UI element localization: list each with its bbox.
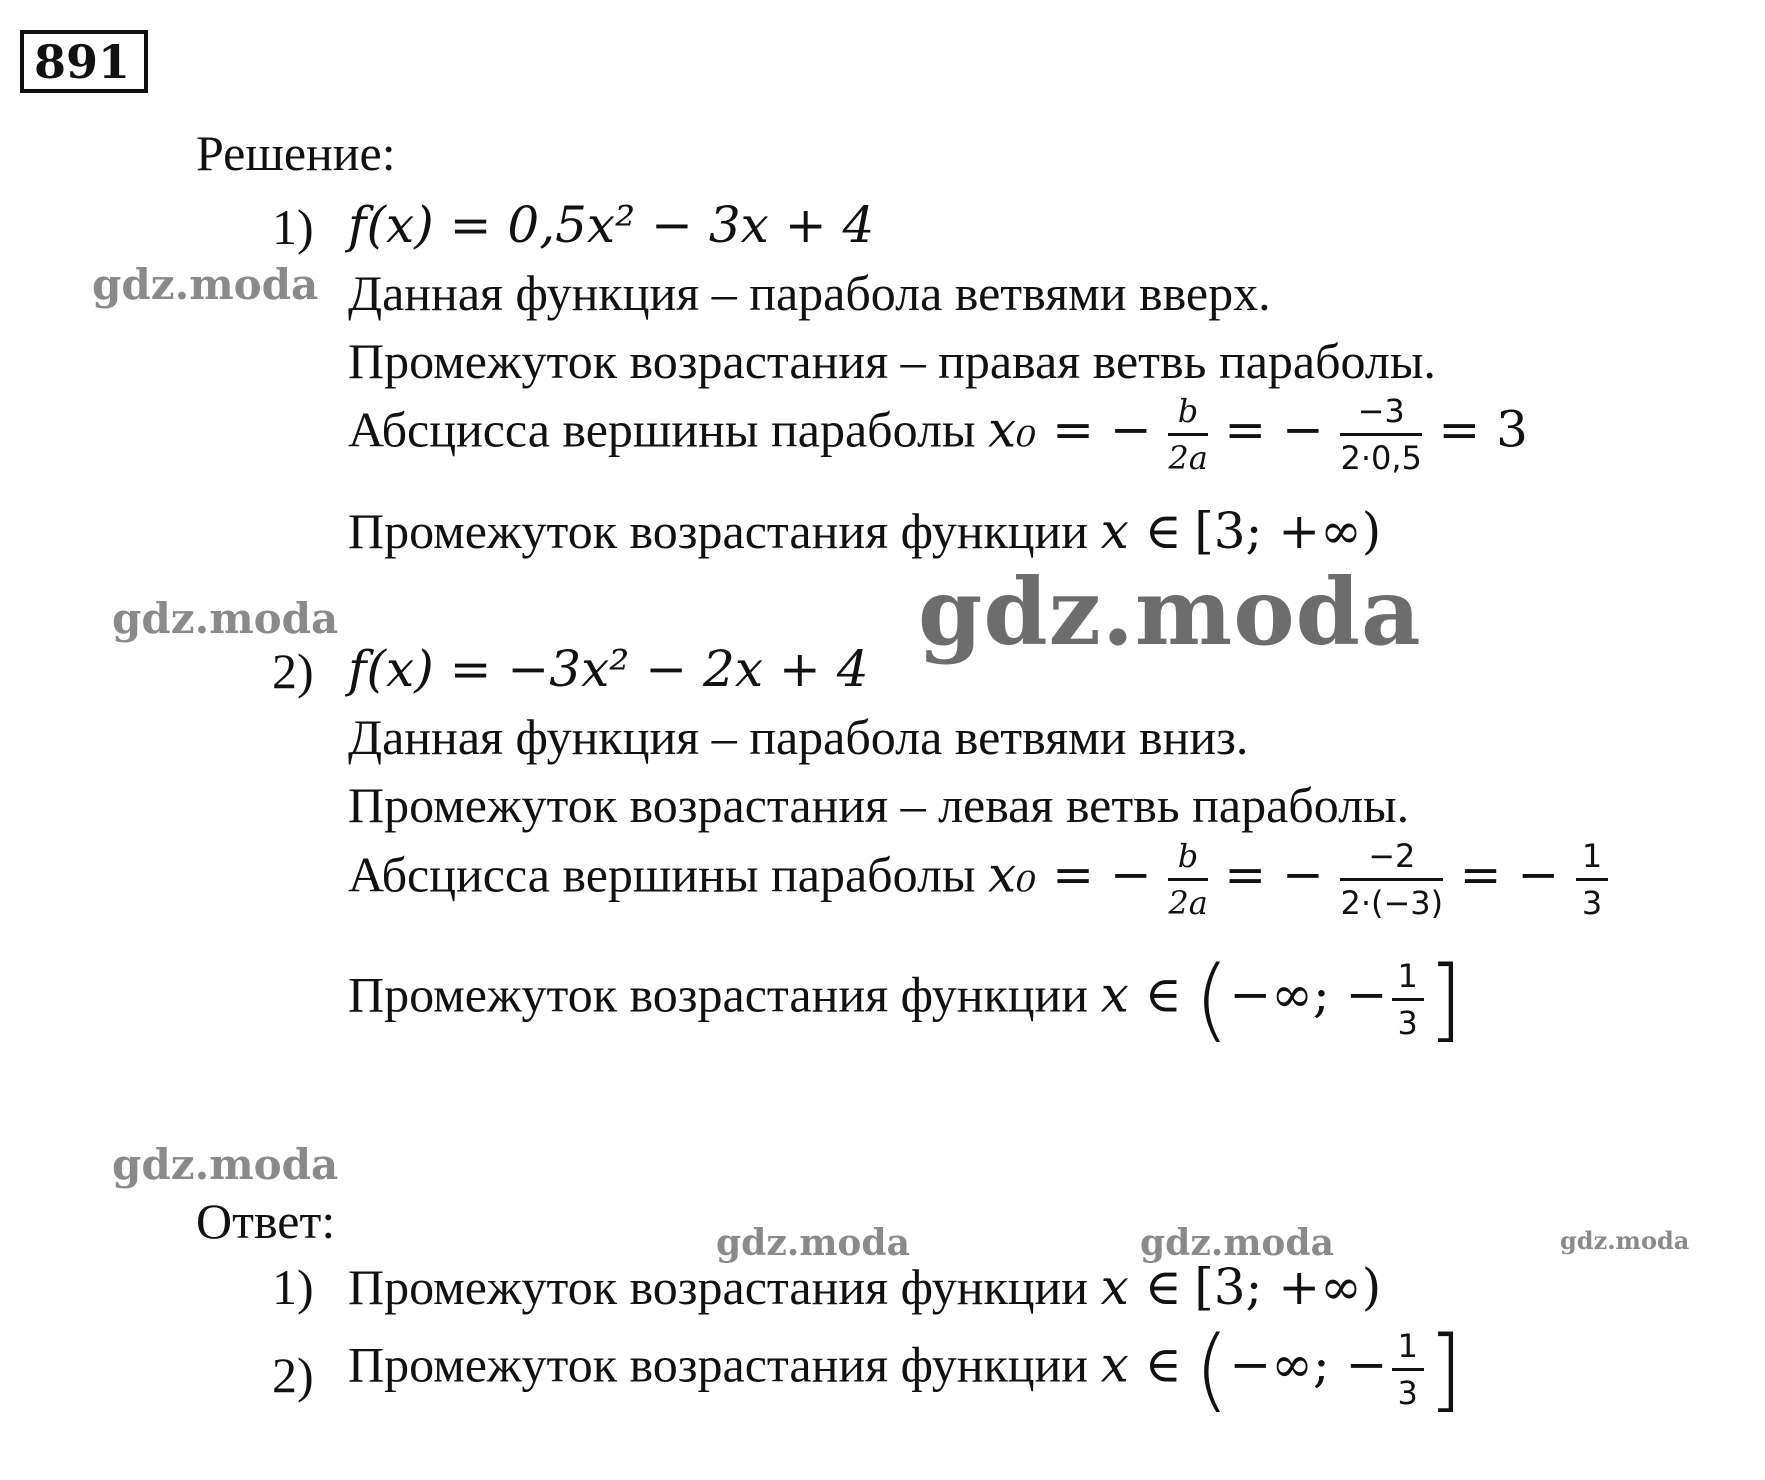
answer2-var: x ∈ bbox=[1100, 1335, 1182, 1394]
answer2-index: 2) bbox=[272, 1347, 314, 1403]
watermark: gdz.moda bbox=[1140, 1222, 1334, 1264]
part2-interval-mid: −∞; − bbox=[1229, 965, 1388, 1024]
answer2-open: ( bbox=[1194, 1317, 1230, 1423]
part2-result: = − bbox=[1459, 845, 1560, 904]
problem-number: 891 bbox=[20, 30, 148, 93]
fraction-numerator: b bbox=[1168, 395, 1207, 436]
part2-function: f(x) = −3x² − 2x + 4 bbox=[348, 640, 869, 698]
watermark: gdz.moda bbox=[112, 1140, 339, 1189]
part2-fraction-one-third bbox=[1576, 837, 1608, 922]
part1-vertex-line bbox=[348, 392, 1528, 477]
answer2-fraction bbox=[1392, 1327, 1424, 1412]
part2-interval-var: x ∈ bbox=[1100, 965, 1182, 1024]
part2-vertex-text: Абсцисса вершины параболы bbox=[348, 846, 976, 903]
fraction-numerator: b bbox=[1168, 840, 1207, 881]
answer1-interval: [3; +∞) bbox=[1194, 1258, 1382, 1316]
part1-vertex-var: x₀ = − bbox=[988, 400, 1152, 459]
fraction-numerator: 1 bbox=[1392, 1330, 1424, 1371]
part2-interval-line bbox=[348, 947, 1463, 1053]
watermark: gdz.moda bbox=[716, 1222, 910, 1264]
fraction-numerator: 1 bbox=[1576, 840, 1608, 881]
answer2-mid: −∞; − bbox=[1229, 1335, 1388, 1394]
fraction-numerator: 1 bbox=[1392, 960, 1424, 1001]
part2-fraction-b-2a bbox=[1168, 837, 1208, 922]
answer1-line bbox=[348, 1258, 1382, 1316]
fraction-denominator: 2a bbox=[1168, 883, 1208, 922]
answer1-index: 1) bbox=[272, 1259, 314, 1315]
part2-interval-close: ] bbox=[1427, 947, 1463, 1053]
answer2-close: ] bbox=[1427, 1317, 1463, 1423]
part2-vertex-var: x₀ = − bbox=[988, 845, 1152, 904]
part1-index: 1) bbox=[272, 199, 314, 255]
part1-result: = 3 bbox=[1438, 400, 1528, 459]
answer-label: Ответ: bbox=[196, 1193, 336, 1249]
part2-index: 2) bbox=[272, 643, 314, 699]
part2-line1: Данная функция – парабола ветвями вниз. bbox=[348, 709, 1249, 765]
watermark: gdz.moda bbox=[92, 260, 319, 309]
answer1-var: x ∈ bbox=[1100, 1258, 1182, 1316]
part1-interval: [3; +∞) bbox=[1194, 502, 1382, 560]
part1-interval-line bbox=[348, 502, 1382, 560]
fraction-numerator: −3 bbox=[1340, 395, 1421, 436]
part1-function: f(x) = 0,5x² − 3x + 4 bbox=[348, 196, 875, 254]
part1-eq-minus: = − bbox=[1224, 400, 1324, 459]
watermark: gdz.moda bbox=[112, 594, 339, 643]
part2-interval-fraction bbox=[1392, 957, 1424, 1042]
fraction-denominator: 2·(−3) bbox=[1340, 883, 1444, 922]
part1-line1: Данная функция – парабола ветвями вверх. bbox=[348, 265, 1271, 321]
part2-line2: Промежуток возрастания – левая ветвь параболы. bbox=[348, 777, 1410, 833]
part1-interval-var: x ∈ bbox=[1100, 502, 1182, 560]
part2-fraction-values bbox=[1340, 837, 1444, 922]
watermark-large: gdz.moda bbox=[918, 558, 1422, 666]
solution-label: Решение: bbox=[196, 125, 396, 181]
fraction-denominator: 2a bbox=[1168, 438, 1208, 477]
part2-interval-text: Промежуток возрастания функции bbox=[348, 966, 1089, 1023]
part2-interval-open: ( bbox=[1194, 947, 1230, 1053]
part1-line2: Промежуток возрастания – правая ветвь параболы. bbox=[348, 333, 1436, 389]
fraction-numerator: −2 bbox=[1340, 840, 1443, 881]
fraction-denominator: 3 bbox=[1397, 1373, 1418, 1412]
answer2-text: Промежуток возрастания функции bbox=[348, 1336, 1089, 1393]
fraction-denominator: 3 bbox=[1397, 1003, 1418, 1042]
watermark: gdz.moda bbox=[1560, 1226, 1690, 1255]
answer1-text: Промежуток возрастания функции bbox=[348, 1259, 1089, 1315]
part1-fraction-b-2a bbox=[1168, 392, 1208, 477]
part1-vertex-text: Абсцисса вершины параболы bbox=[348, 401, 976, 458]
part1-fraction-values bbox=[1340, 392, 1422, 477]
fraction-denominator: 2·0,5 bbox=[1340, 438, 1422, 477]
fraction-denominator: 3 bbox=[1581, 883, 1603, 922]
part2-vertex-line bbox=[348, 837, 1612, 922]
part1-interval-text: Промежуток возрастания функции bbox=[348, 503, 1089, 559]
part2-eq-minus: = − bbox=[1224, 845, 1324, 904]
answer2-line bbox=[348, 1317, 1463, 1423]
